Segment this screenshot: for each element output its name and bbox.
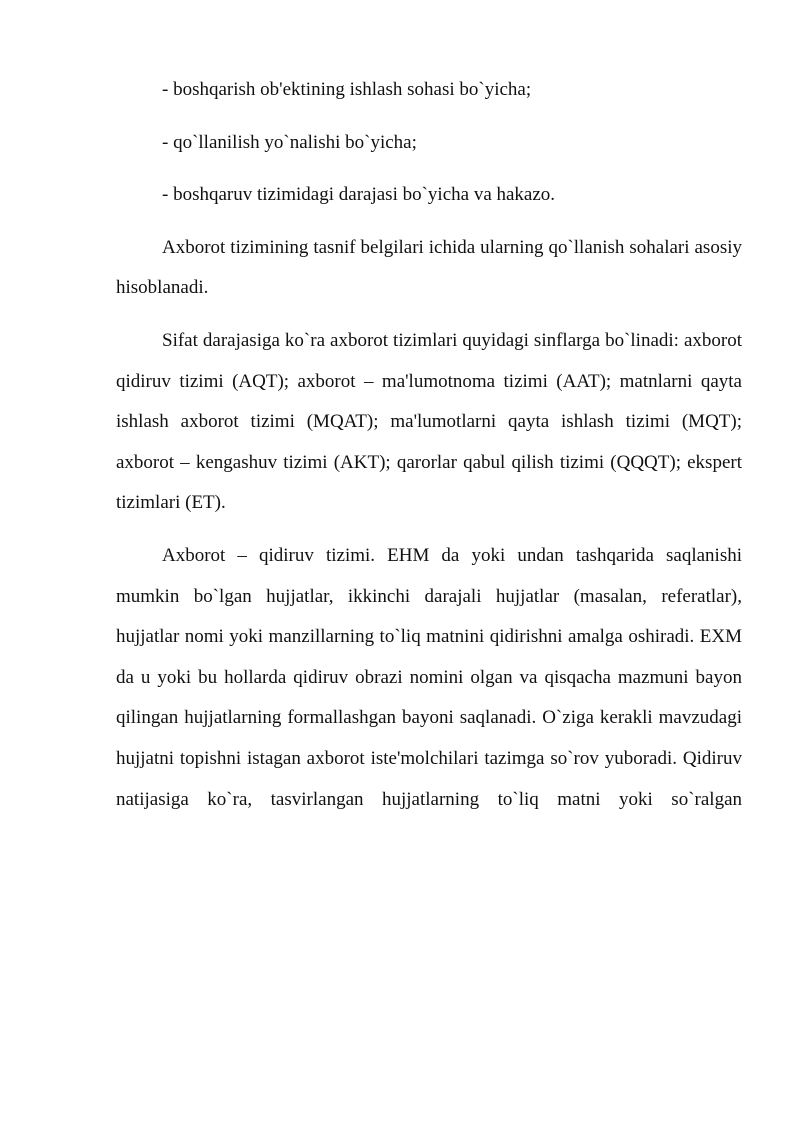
document-body: [116, 70, 742, 820]
paragraph-classification: Axborot tizimining tasnif belgilari ichida ularning qo`llanish sohalari asosiy hisoblanadi.: [116, 236, 742, 299]
list-item-management-level: - boshqaruv tizimidagi darajasi bo`yicha va hakazo.: [162, 184, 556, 206]
list-item-application-direction: - qo`llanilish yo`nalishi bo`yicha;: [162, 131, 417, 153]
paragraph-search-system: Axborot – qidiruv tizimi. EHM da yoki undan tashqarida saqlanishi mumkin bo`lgan hujjatlar, ikkinchi darajali hujjatlar (masalan, referatlar), hujjatlar nomi yoki manzillarning to`liq matnini qidirishni amalga oshiradi. EXM da u yoki bu hollarda qidiruv obrazi nomini olgan va qisqacha mazmuni bayon qilingan hujjatlarning formallashgan bayoni saqlanadi. O`ziga kerakli mavzudagi hujjatni topishni istagan axborot iste'molchilari tazimga so`rov yuboradi. Qidiruv natijasiga ko`ra, tasvirlangan hujjatlarning to`liq matni yoki so`ralgan: [116, 544, 742, 810]
paragraph-quality-classes: Sifat darajasiga ko`ra axborot tizimlari quyidagi sinflarga bo`linadi: axborot qidiruv tizimi (AQT); axborot – ma'lumotnoma tizimi (AAT); matnlarni qayta ishlash axborot tizimi (MQAT); ma'lumotlarni qayta ishlash tizimi (MQT); axborot – kengashuv tizimi (AKT); qarorlar qabul qilish tizimi (QQQT); ekspert tizimlari (ET).: [116, 329, 742, 514]
list-item-object-scope: - boshqarish ob'ektining ishlash sohasi bo`yicha;: [162, 79, 532, 100]
